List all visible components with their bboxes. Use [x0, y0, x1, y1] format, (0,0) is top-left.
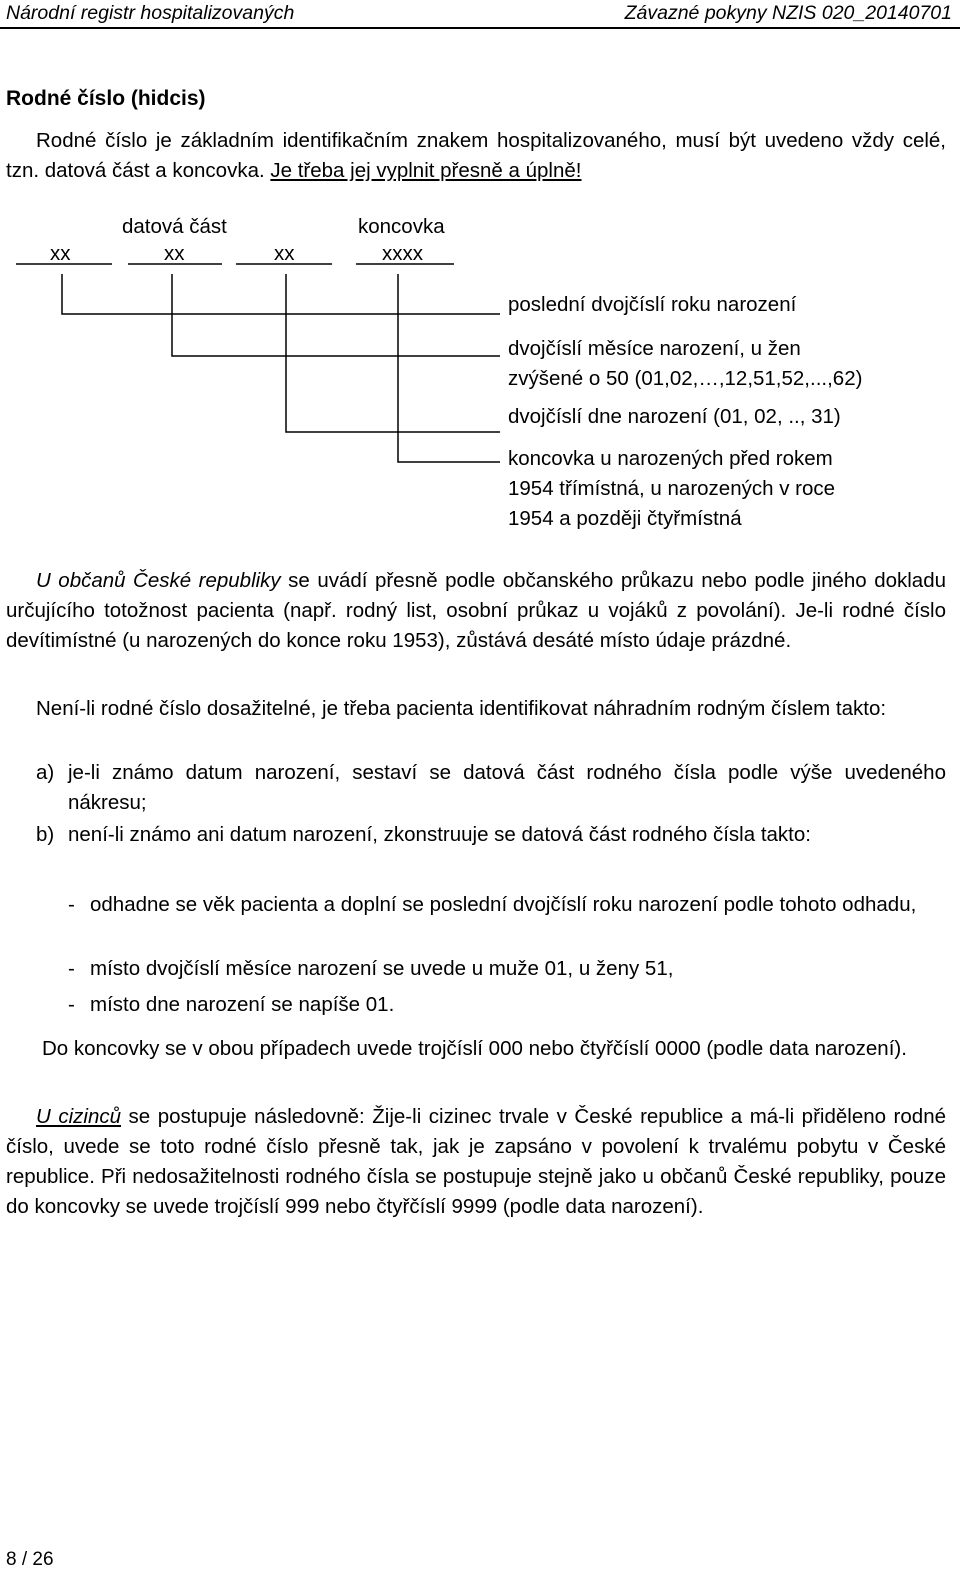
desc-month-line-2: zvýšené o 50 (01,02,…,12,51,52,...,62)	[508, 367, 863, 390]
desc-day-line-1: dvojčíslí dne narození (01, 02, .., 31)	[508, 405, 841, 428]
label-suffix-part: koncovka	[358, 215, 445, 238]
desc-suffix-line-2: 1954 třímístná, u narozených v roce	[508, 477, 836, 500]
label-data-part: datová část	[122, 215, 227, 238]
field-month: xx	[164, 242, 185, 265]
dash-item-3: místo dne narození se napíše 01.	[90, 993, 395, 1016]
header-rule	[0, 27, 960, 29]
item-b-letter: b)	[36, 823, 55, 846]
desc-month	[508, 334, 862, 394]
dash-3: -	[68, 993, 75, 1016]
citizens-lead: U občanů České republiky	[36, 569, 281, 592]
birth-number-diagram	[0, 206, 960, 546]
foreigners-lead: U cizinců	[36, 1105, 122, 1128]
dash-item-2: místo dvojčíslí měsíce narození se uvede u muže 01, u ženy 51,	[90, 957, 674, 980]
header-document-code: Závazné pokyny NZIS 020_20140701	[624, 2, 952, 24]
dash-item-1: odhadne se věk pacienta a doplní se poslední dvojčíslí roku narození podle tohoto odhadu,	[90, 893, 917, 916]
item-a-text: je-li známo datum narození, sestaví se datová část rodného čísla podle výše uvedeného nákresu;	[68, 761, 946, 814]
item-a-letter: a)	[36, 761, 55, 784]
desc-day	[508, 402, 841, 432]
desc-year-line-1: poslední dvojčíslí roku narození	[508, 293, 797, 316]
connector-suffix	[398, 274, 500, 462]
field-day: xx	[274, 242, 295, 265]
intro-paragraph	[6, 126, 946, 186]
suffix-note: Do koncovky se v obou případech uvede trojčíslí 000 nebo čtyřčíslí 0000 (podle data narození).	[42, 1037, 907, 1060]
desc-year	[508, 290, 796, 320]
header-document-title: Národní registr hospitalizovaných	[6, 2, 295, 24]
desc-suffix-line-3: 1954 a později čtyřmístná	[508, 507, 742, 530]
page-number: 8 / 26	[6, 1549, 54, 1570]
intro-emphasis: Je třeba jej vyplnit přesně a úplně!	[270, 159, 582, 182]
connector-day	[286, 274, 500, 432]
foreigners-text: se postupuje následovně: Žije-li cizinec trvale v České republice a má-li přiděleno rodné číslo, uvede se toto rodné číslo přesně tak, jak je zapsáno v povolení k trvalému pobytu v České republice. Při nedosažitelnosti rodného čísla se postupuje stejně jako u občanů České republiky, pouze do koncovky se uvede trojčíslí 999 nebo čtyřčíslí 9999 (podle data narození).	[6, 1105, 946, 1218]
connector-year	[62, 274, 500, 314]
unavailable-intro: Není-li rodné číslo dosažitelné, je třeba pacienta identifikovat náhradním rodným číslem takto:	[36, 697, 887, 720]
desc-suffix	[508, 444, 835, 534]
field-year: xx	[50, 242, 71, 265]
item-b-text: není-li známo ani datum narození, zkonstruuje se datová část rodného čísla takto:	[68, 823, 811, 846]
intro-text: Rodné číslo je základním identifikačním znakem hospitalizovaného, musí být uvedeno vždy celé, tzn. datová část a koncovka.	[6, 129, 946, 182]
connector-month	[172, 274, 500, 356]
section-heading: Rodné číslo (hidcis)	[6, 87, 206, 110]
desc-suffix-line-1: koncovka u narozených před rokem	[508, 447, 833, 470]
citizens-text: se uvádí přesně podle občanského průkazu nebo podle jiného dokladu určujícího totožnost pacienta (např. rodný list, osobní průkaz u vojáků z povolání). Je-li rodné číslo devítimístné (u narozených do konce roku 1953), zůstává desáté místo údaje prázdné.	[6, 569, 947, 652]
field-suffix: xxxx	[382, 242, 423, 265]
desc-month-line-1: dvojčíslí měsíce narození, u žen	[508, 337, 801, 360]
dash-2: -	[68, 957, 75, 980]
foreigners-paragraph	[6, 1102, 946, 1222]
dash-1: -	[68, 893, 75, 916]
citizens-paragraph	[6, 566, 946, 656]
